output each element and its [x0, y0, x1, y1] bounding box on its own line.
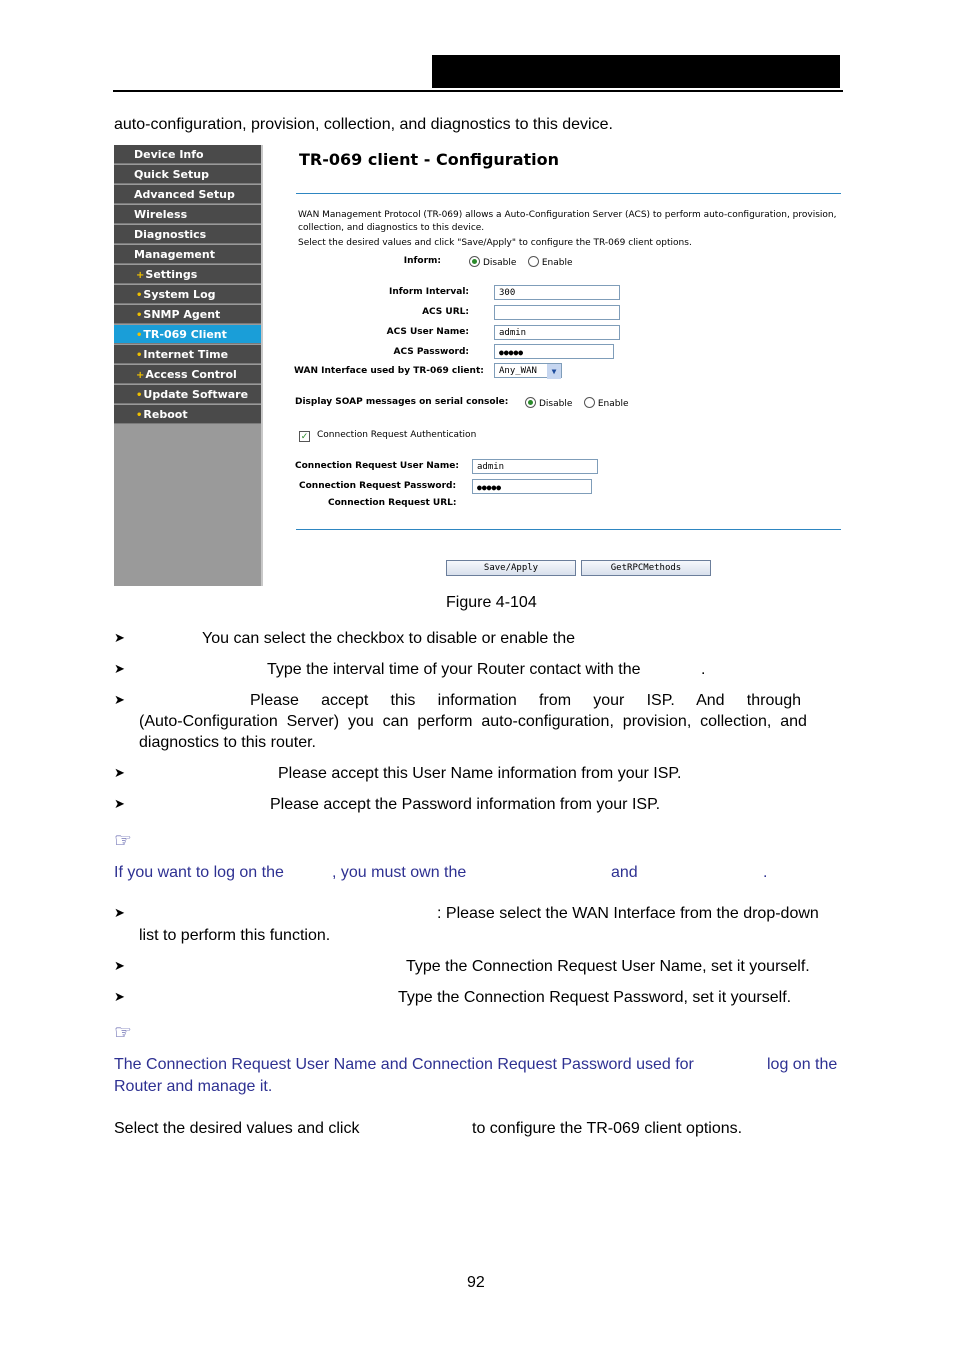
inform-interval-input[interactable]: 300 — [494, 285, 620, 300]
bullet-arrow-icon: ➤ — [114, 989, 125, 1004]
bullet-3-line-1: Please accept this information from your ISP. And through — [250, 692, 802, 709]
wan-interface-value: Any_WAN — [499, 366, 537, 376]
title-rule — [296, 193, 841, 194]
page-number: 92 — [467, 1274, 485, 1291]
bullet-arrow-icon: ➤ — [114, 765, 125, 780]
bullet-arrow-icon: ➤ — [114, 958, 125, 973]
final-text-a: Select the desired values and click — [114, 1120, 360, 1137]
sidebar-item-label: Wireless — [134, 208, 188, 221]
acs-username-input[interactable]: admin — [494, 325, 620, 340]
menu-bullet-icon: • — [136, 310, 143, 321]
menu-bullet-icon: • — [136, 350, 143, 361]
bullet-2-text: Type the interval time of your Router contact with the — [267, 661, 641, 678]
bullet-1-text: You can select the checkbox to disable or enable the — [202, 630, 575, 647]
menu-bullet-icon: + — [136, 270, 145, 281]
soap-enable-radio[interactable] — [584, 397, 595, 408]
sidebar-item[interactable] — [114, 245, 261, 264]
sidebar-item-label: Advanced Setup — [134, 188, 235, 201]
inform-disable-label: Disable — [483, 258, 517, 268]
acs-password-input[interactable]: ●●●●● — [494, 344, 614, 359]
sidebar-item-label: Internet Time — [143, 348, 229, 361]
sidebar-item-label: Settings — [145, 268, 198, 281]
note-2-part-c: Router and manage it. — [114, 1078, 273, 1095]
sidebar-item-label: Quick Setup — [134, 168, 209, 181]
sidebar-menu — [114, 145, 261, 586]
sidebar-item[interactable] — [114, 145, 261, 164]
sidebar-item-label: System Log — [143, 288, 216, 301]
bullet-7-text: Type the Connection Request User Name, set it yourself. — [406, 958, 810, 975]
description-line-3: Select the desired values and click "Save/Apply" to configure the TR-069 client options. — [298, 238, 692, 248]
sidebar-item[interactable] — [114, 405, 261, 424]
sidebar-item-label: Device Info — [134, 148, 204, 161]
conn-username-label: Connection Request User Name: — [295, 461, 459, 471]
connection-auth-label: Connection Request Authentication — [317, 430, 477, 440]
inform-enable-radio[interactable] — [528, 256, 539, 267]
soap-disable-radio[interactable] — [525, 397, 536, 408]
header-rule — [113, 90, 843, 92]
chevron-down-icon: ▼ — [547, 364, 561, 379]
save-apply-button[interactable]: Save/Apply — [446, 560, 576, 576]
soap-radio-group — [525, 397, 629, 409]
panel-title: TR-069 client - Configuration — [299, 150, 559, 169]
acs-username-label: ACS User Name: — [386, 327, 469, 337]
get-rpc-methods-button[interactable]: GetRPCMethods — [581, 560, 711, 576]
bullet-6-line-1: : Please select the WAN Interface from the drop-down — [437, 905, 819, 922]
sidebar-item-label: Diagnostics — [134, 228, 207, 241]
sidebar-item-label: Update Software — [143, 388, 249, 401]
note-1-part-b: , you must own the — [332, 864, 467, 881]
note-1-part-c: and — [611, 864, 638, 881]
acs-url-label: ACS URL: — [422, 307, 469, 317]
inform-radio-group — [469, 256, 573, 268]
soap-disable-label: Disable — [539, 399, 573, 409]
sidebar-item-label: Reboot — [143, 408, 188, 421]
sidebar-item-label: Access Control — [145, 368, 237, 381]
wan-interface-label: WAN Interface used by TR-069 client: — [294, 366, 484, 376]
connection-auth-checkbox[interactable]: ✓ — [300, 431, 309, 441]
bullet-2-end: . — [701, 661, 706, 678]
bullet-arrow-icon: ➤ — [114, 905, 125, 920]
sidebar-item[interactable] — [114, 205, 261, 224]
note-2-part-b: log on the — [767, 1056, 838, 1073]
bullet-arrow-icon: ➤ — [114, 796, 125, 811]
soap-label: Display SOAP messages on serial console: — [295, 397, 509, 407]
description-line-2: collection, and diagnostics to this device. — [298, 223, 485, 233]
sidebar-item[interactable] — [114, 305, 261, 324]
sidebar-item[interactable] — [114, 265, 261, 284]
soap-enable-label: Enable — [597, 399, 629, 409]
bullet-arrow-icon: ➤ — [114, 692, 125, 707]
bullet-4-text: Please accept this User Name information from your ISP. — [278, 765, 682, 782]
note-hand-icon: ☞ — [114, 830, 132, 852]
sidebar-item[interactable] — [114, 385, 261, 404]
sidebar-item[interactable] — [114, 225, 261, 244]
final-text-b: to configure the TR-069 client options. — [472, 1120, 743, 1137]
conn-password-label: Connection Request Password: — [299, 481, 457, 491]
bottom-rule — [296, 529, 841, 530]
wan-interface-select[interactable] — [494, 363, 562, 378]
inform-label: Inform: — [403, 256, 441, 266]
note-2-part-a: The Connection Request User Name and Connection Request Password used for — [114, 1056, 694, 1073]
menu-bullet-icon: • — [136, 410, 143, 421]
bullet-3-line-2: (Auto-Configuration Server) you can perform auto-configuration, provision, collection, and — [139, 713, 807, 730]
bullet-3-line-3: diagnostics to this router. — [139, 734, 316, 751]
bullet-6-line-2: list to perform this function. — [139, 927, 331, 944]
menu-bullet-icon: • — [136, 330, 143, 341]
sidebar-item[interactable] — [114, 325, 261, 344]
bullet-5-text: Please accept the Password information from your ISP. — [270, 796, 661, 813]
acs-url-input[interactable] — [494, 305, 620, 320]
note-1-part-a: If you want to log on the — [114, 864, 284, 881]
conn-url-label: Connection Request URL: — [328, 498, 457, 508]
inform-disable-radio[interactable] — [469, 256, 480, 267]
note-hand-icon: ☞ — [114, 1022, 132, 1044]
sidebar-item-label: Management — [134, 248, 215, 261]
sidebar-item-label: TR-069 Client — [143, 328, 227, 341]
figure-caption: Figure 4-104 — [446, 594, 537, 611]
conn-password-input[interactable]: ●●●●● — [472, 479, 592, 494]
sidebar-item-label: SNMP Agent — [143, 308, 221, 321]
bullet-arrow-icon: ➤ — [114, 661, 125, 676]
header-bar — [432, 55, 840, 88]
sidebar-item[interactable] — [114, 365, 261, 384]
router-screenshot — [114, 145, 841, 586]
sidebar-item[interactable] — [114, 185, 261, 204]
acs-password-label: ACS Password: — [393, 347, 469, 357]
menu-bullet-icon: • — [136, 390, 143, 401]
conn-username-input[interactable]: admin — [472, 459, 598, 474]
sidebar-item[interactable] — [114, 285, 261, 304]
inform-enable-label: Enable — [541, 258, 573, 268]
bullet-arrow-icon: ➤ — [114, 630, 125, 645]
sidebar-item[interactable] — [114, 165, 261, 184]
description-line-1: WAN Management Protocol (TR-069) allows a Auto-Configuration Server (ACS) to perform auto-configuration, provision, — [298, 210, 837, 220]
sidebar-divider — [261, 145, 263, 586]
intro-text: auto-configuration, provision, collection, and diagnostics to this device. — [114, 116, 613, 133]
menu-bullet-icon: • — [136, 290, 143, 301]
inform-interval-label: Inform Interval: — [388, 287, 469, 297]
note-1-part-d: . — [763, 864, 768, 881]
bullet-8-text: Type the Connection Request Password, set it yourself. — [398, 989, 792, 1006]
menu-bullet-icon: + — [136, 370, 145, 381]
sidebar-item[interactable] — [114, 345, 261, 364]
